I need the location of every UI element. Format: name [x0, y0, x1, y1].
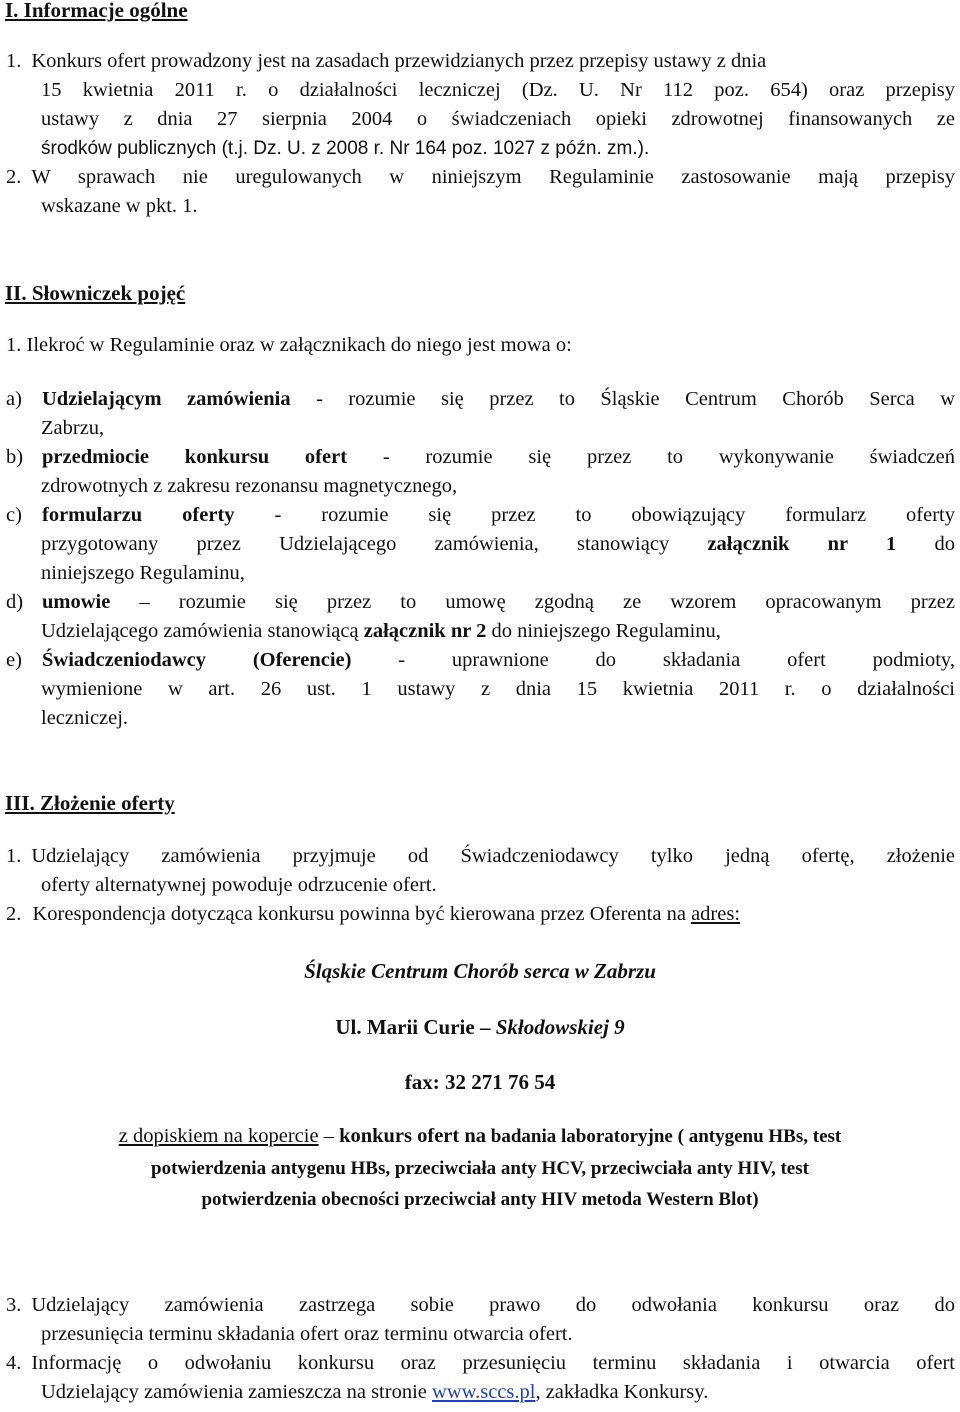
envelope-note-line1: z dopiskiem na kopercie – konkurs ofert na badania laboratoryjne ( antygenu HBs, test [118, 1125, 842, 1147]
s3-item4-line2: Udzielający zamówienia zamieszcza na stronie www.sccs.pl, zakładka Konkursy. [41, 1381, 709, 1403]
s1-item2-line1: 2. W sprawach nie uregulowanych w niniejszym Regulaminie zastosowanie mają przepisy [6, 166, 955, 188]
address-street: Ul. Marii Curie – Skłodowskiej 9 [335, 1015, 625, 1039]
s1-item1-line4: środków publicznych (t.j. Dz. U. z 2008 r. Nr 164 poz. 1027 z późn. zm.). [41, 138, 650, 159]
s1-item2-line2: wskazane w pkt. 1. [41, 195, 198, 217]
section-3-heading: III. Złożenie oferty [5, 791, 175, 815]
address-fax: fax: 32 271 76 54 [404, 1070, 556, 1094]
def-e-line2: wymienione w art. 26 ust. 1 ustawy z dnia 15 kwietnia 2011 r. o działalności [41, 678, 955, 700]
section-1-heading: I. Informacje ogólne [5, 0, 188, 22]
s3-item1-line1: 1. Udzielający zamówienia przyjmuje od Świadczeniodawcy tylko jedną ofertę, złożenie [6, 845, 955, 867]
def-d-line1: d) umowie – rozumie się przez to umowę zgodną ze wzorem opracowanym przez [6, 591, 955, 613]
s3-item1-line2: oferty alternatywnej powoduje odrzucenie ofert. [41, 874, 437, 896]
def-b-line2: zdrowotnych z zakresu rezonansu magnetycznego, [41, 475, 458, 497]
envelope-note-line3: potwierdzenia obecności przeciwciał anty HIV metoda Western Blot) [201, 1189, 759, 1210]
s2-intro: 1. Ilekroć w Regulaminie oraz w załącznikach do niego jest mowa o: [6, 334, 572, 356]
envelope-note-line2: potwierdzenia antygenu HBs, przeciwciała anty HCV, przeciwciała anty HIV, test [151, 1158, 809, 1179]
s3-item3-line2: przesunięcia terminu składania ofert oraz terminu otwarcia ofert. [41, 1323, 573, 1345]
def-c-line2: przygotowany przez Udzielającego zamówienia, stanowiący załącznik nr 1 do [41, 533, 956, 555]
s3-item4-line1: 4. Informację o odwołaniu konkursu oraz przesunięciu terminu składania i otwarcia ofert [6, 1352, 955, 1374]
def-c-line3: niniejszego Regulaminu, [41, 562, 245, 584]
s1-item1-line1: 1. Konkurs ofert prowadzony jest na zasadach przewidzianych przez przepisy ustawy z dnia [6, 50, 767, 72]
def-a-line1: a) Udzielającym zamówienia - rozumie się przez to Śląskie Centrum Chorób Serca w [6, 388, 955, 410]
s3-item3-line1: 3. Udzielający zamówienia zastrzega sobie prawo do odwołania konkursu oraz do [6, 1294, 955, 1316]
section-2-heading: II. Słowniczek pojęć [5, 281, 186, 305]
s1-item1-line3: ustawy z dnia 27 sierpnia 2004 o świadczeniach opieki zdrowotnej finansowanych ze [41, 108, 955, 130]
s3-item2-line1: 2. Korespondencja dotycząca konkursu powinna być kierowana przez Oferenta na adres: [6, 903, 741, 925]
address-name: Śląskie Centrum Chorób serca w Zabrzu [304, 959, 656, 983]
def-a-line2: Zabrzu, [41, 417, 105, 439]
def-b-line1: b) przedmiocie konkursu ofert - rozumie się przez to wykonywanie świadczeń [6, 446, 955, 468]
s1-item1-line2: 15 kwietnia 2011 r. o działalności leczniczej (Dz. U. Nr 112 poz. 654) oraz przepisy [41, 79, 955, 101]
def-e-line3: leczniczej. [41, 707, 129, 729]
def-c-line1: c) formularzu oferty - rozumie się przez to obowiązujący formularz oferty [6, 504, 955, 526]
def-d-line2: Udzielającego zamówienia stanowiącą załącznik nr 2 do niniejszego Regulaminu, [41, 620, 721, 642]
def-e-line1: e) Świadczeniodawcy (Oferencie) - uprawnione do składania ofert podmioty, [6, 649, 955, 671]
address-label: adres: [691, 903, 741, 925]
website-link[interactable]: www.sccs.pl [432, 1381, 536, 1403]
